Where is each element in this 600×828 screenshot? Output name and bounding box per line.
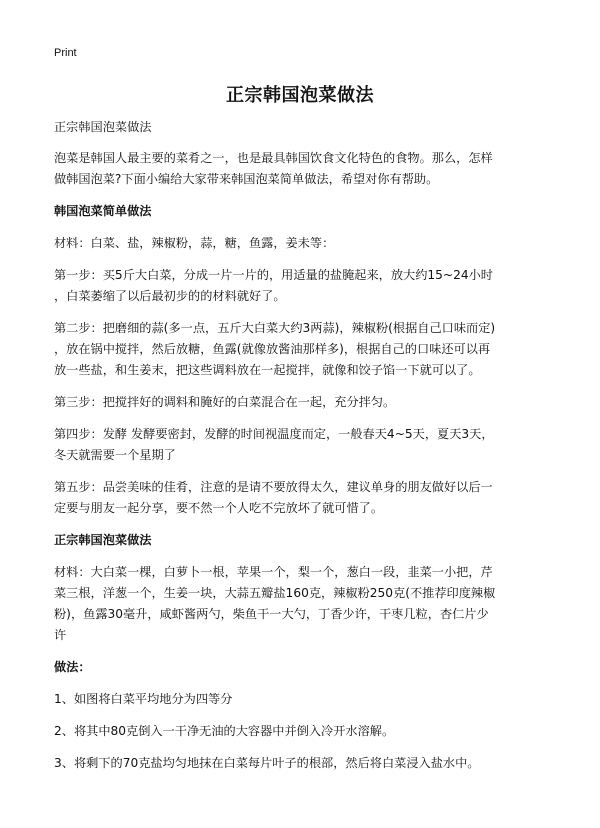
section-heading: 正宗韩国泡菜做法 [54,533,152,547]
text-line: 3、将剩下的70克盐均匀地抹在白菜每片叶子的根部，然后将白菜浸入盐水中。 [54,756,480,770]
text-line: 第四步：发酵 发酵要密封，发酵的时间视温度而定，一般春天4~5天，夏天3天， [54,427,494,441]
text-line: 许 [54,628,67,642]
text-line: 放一些盐，和生姜末，把这些调料放在一起搅拌，就像和饺子馅一下就可以了。 [54,363,481,377]
text-line: 做韩国泡菜?下面小编给大家带来韩国泡菜简单做法，希望对你有帮助。 [54,172,439,186]
text-line: 泡菜是韩国人最主要的菜肴之一，也是最具韩国饮食文化特色的食物。那么，怎样 [54,151,493,165]
subtitle-line: 正宗韩国泡菜做法 [54,120,152,134]
text-line: 第一步：买5斤大白菜，分成一片一片的，用适量的盐腌起来，放大约15~24小时 [54,268,493,282]
method-heading: 做法： [54,660,91,674]
text-line: 1、如图将白菜平均地分为四等分 [54,692,233,706]
step-1 [54,265,554,307]
step-2 [54,318,554,381]
text-line: 材料：白菜、盐，辣椒粉，蒜，糖，鱼露，姜未等： [54,236,335,250]
method-step-2 [54,721,554,742]
section-heading: 韩国泡菜简单做法 [54,204,152,218]
text-line: ，白菜萎缩了以后最初步的的材料就好了。 [54,289,286,303]
method-step-3 [54,753,554,774]
text-line: 粉)，鱼露30毫升，咸虾酱两勺，柴鱼干一大勺，丁香少许，干枣几粒，杏仁片少 [54,607,489,621]
text-line: 第五步：品尝美味的佳肴，注意的是请不要放得太久，建议单身的朋友做好以后一 [54,480,493,494]
text-line: ，放在锅中搅拌，然后放糖，鱼露(就像放酱油那样多)，根据自己的口味还可以再 [54,342,491,356]
step-4 [54,424,554,466]
materials-paragraph [54,233,554,254]
section-heading-simple [54,201,554,222]
page-title: 正宗韩国泡菜做法 [226,85,374,106]
text-line: 菜三根，洋葱一个，生姜一块，大蒜五瓣盐160克，辣椒粉250克(不推荐印度辣椒 [54,586,496,600]
text-line: 材料：大白菜一棵，白萝卜一根，苹果一个，梨一个，葱白一段，韭菜一小把，芹 [54,565,493,579]
intro-paragraph [54,148,554,190]
article-subtitle [54,117,554,138]
print-link[interactable]: Print [54,47,77,59]
method-step-1 [54,689,554,710]
step-3 [54,392,554,413]
article-body [54,117,554,785]
method-heading-block [54,657,554,678]
text-line: 第三步：把搅拌好的调料和腌好的白菜混合在一起，充分拌匀。 [54,395,396,409]
materials-paragraph-2 [54,562,554,646]
text-line: 定要与朋友一起分享，要不然一个人吃不完放坏了就可惜了。 [54,501,384,515]
text-line: 第二步：把磨细的蒜(多一点，五斤大白菜大约3两蒜)，辣椒粉(根据自己口味而定) [54,321,496,335]
section-heading-authentic [54,530,554,551]
step-5 [54,477,554,519]
text-line: 2、将其中80克倒入一干净无油的大容器中并倒入冷开水溶解。 [54,724,395,738]
text-line: 冬天就需要一个星期了 [54,448,176,462]
